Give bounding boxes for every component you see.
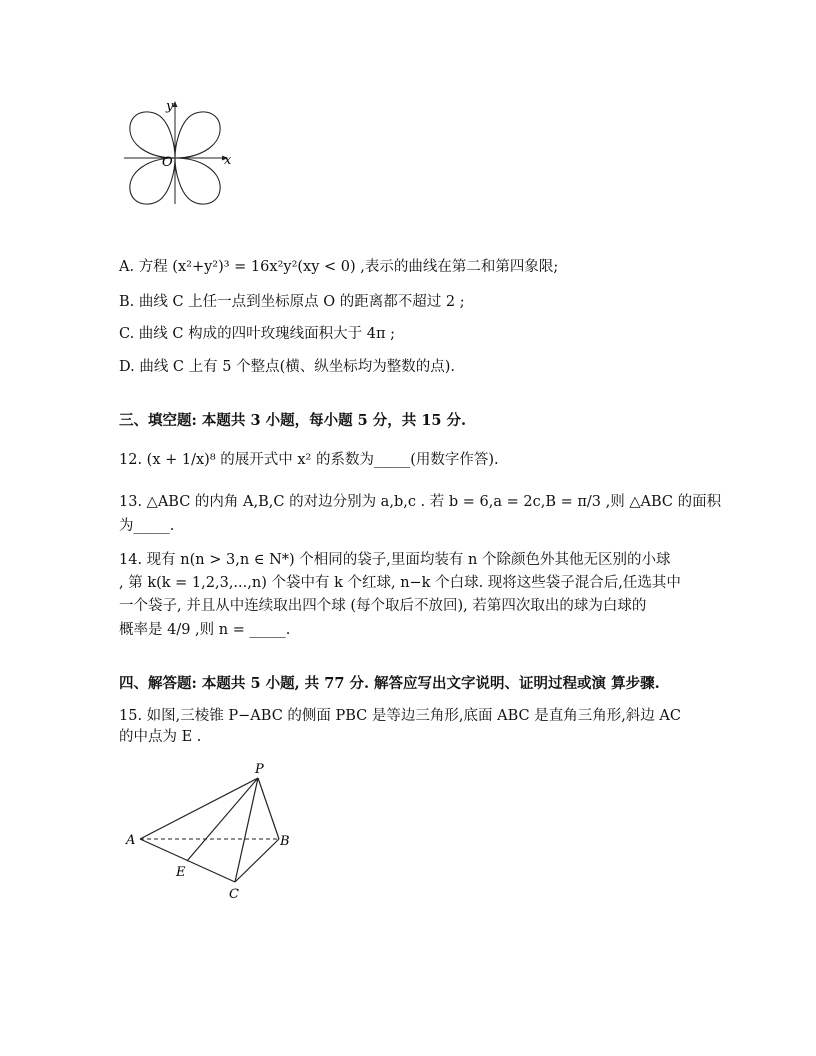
y-axis-label: y xyxy=(166,99,174,114)
edge-bc xyxy=(235,839,279,882)
question-15-line-1: 15. 如图,三棱锥 P−ABC 的侧面 PBC 是等边三角形,底面 ABC 是直角三角形,斜边 AC xyxy=(119,708,681,724)
vertex-c-label: C xyxy=(229,887,239,902)
question-15-line-2: 的中点为 E . xyxy=(119,729,202,745)
x-axis-label: x xyxy=(224,153,232,168)
point-e-label: E xyxy=(176,865,186,880)
vertex-a-label: A xyxy=(126,833,136,848)
edge-pb xyxy=(258,778,279,839)
edge-pe xyxy=(187,778,258,861)
question-13-line-2: 为_____. xyxy=(119,518,175,534)
origin-label: O xyxy=(162,155,173,170)
option-c: C. 曲线 C 构成的四叶玫瑰线面积大于 4π ; xyxy=(119,326,395,342)
question-12: 12. (x + 1/x)⁸ 的展开式中 x² 的系数为_____(用数字作答). xyxy=(119,452,499,468)
section-3-heading: 三、填空题: 本题共 3 小题，每小题 5 分，共 15 分. xyxy=(119,412,467,429)
question-14-line-2: , 第 k(k = 1,2,3,...,n) 个袋中有 k 个红球, n−k 个白球. 现将这些袋子混合后,任选其中 xyxy=(119,575,681,591)
section-4-heading: 四、解答题: 本题共 5 小题, 共 77 分. 解答应写出文字说明、证明过程或演 算步骤. xyxy=(119,675,660,692)
vertex-p-label: P xyxy=(255,762,264,777)
rose-curve-figure xyxy=(118,96,238,208)
question-13-line-1: 13. △ABC 的内角 A,B,C 的对边分别为 a,b,c . 若 b = 6,a = 2c,B = π/3 ,则 △ABC 的面积 xyxy=(119,494,722,510)
option-d: D. 曲线 C 上有 5 个整点(横、纵坐标均为整数的点). xyxy=(119,359,456,375)
question-14-line-1: 14. 现有 n(n > 3,n ∈ N*) 个相同的袋子,里面均装有 n 个除颜色外其他无区别的小球 xyxy=(119,552,671,568)
vertex-b-label: B xyxy=(280,834,290,849)
edge-pa xyxy=(140,778,258,839)
pyramid-figure xyxy=(118,760,308,905)
edge-ac xyxy=(140,839,235,882)
edge-pc xyxy=(235,778,258,882)
question-14-line-4: 概率是 4/9 ,则 n = _____. xyxy=(119,622,291,638)
option-a: A. 方程 (x²+y²)³ = 16x²y²(xy < 0) ,表示的曲线在第二和第四象限; xyxy=(119,259,559,275)
option-b: B. 曲线 C 上任一点到坐标原点 O 的距离都不超过 2 ; xyxy=(119,294,465,310)
question-14-line-3: 一个袋子, 并且从中连续取出四个球 (每个取后不放回), 若第四次取出的球为白球的 xyxy=(119,598,647,614)
